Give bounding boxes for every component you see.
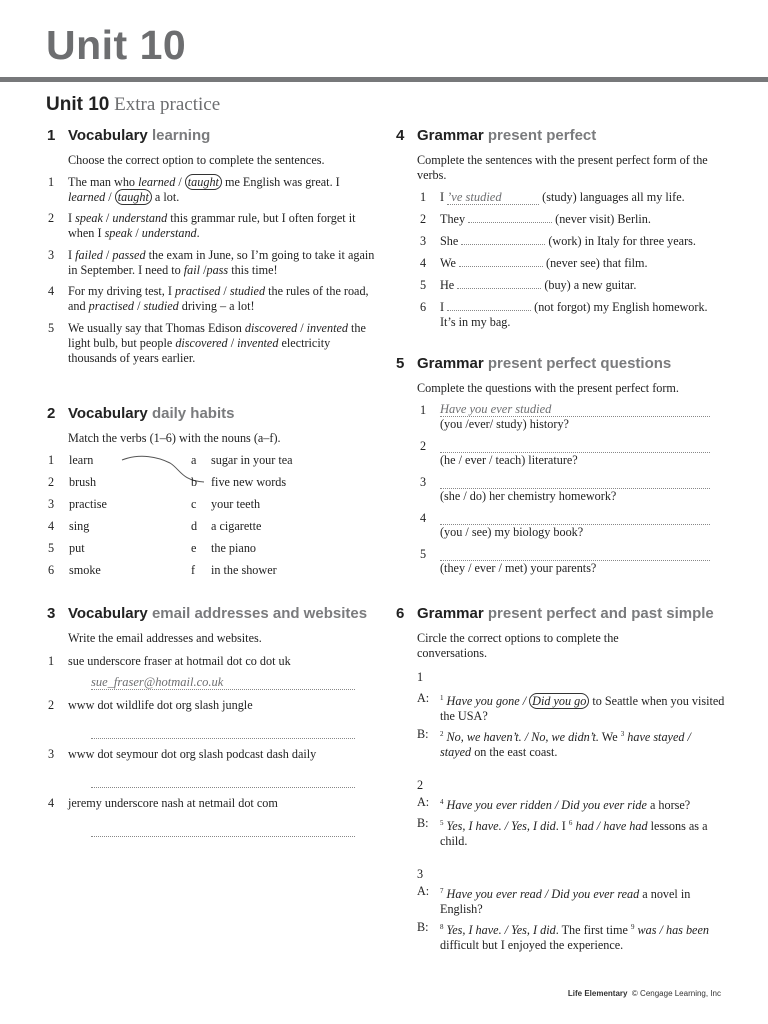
list-item: 5 We usually say that Thomas Edison discovered / invented the light bulb, but people discovered / invented electricity thousands of years earlier.	[48, 321, 366, 365]
conversation-2	[417, 778, 727, 849]
conversation-3	[417, 867, 727, 953]
speaker: A:	[417, 691, 430, 705]
conversation-1	[417, 670, 727, 760]
dialogue-line: B: $^5$ Yes, I have. / Yes, I did. I $^6$ had / have had lessons as a child.	[417, 816, 708, 849]
exercise-2-heading	[47, 405, 378, 422]
answer-blank	[461, 244, 545, 245]
item-number: 5	[48, 321, 55, 335]
answer-line	[440, 547, 710, 561]
exercise-topic: email addresses and websites	[151, 605, 368, 622]
list-item: 2 www dot wildlife dot org slash jungle	[68, 698, 378, 739]
answer-line	[440, 475, 710, 489]
list-item: 1 sue underscore fraser at hotmail dot co dot uk sue_fraser@hotmail.co.uk	[68, 654, 378, 690]
list-item: 3 (she / do) her chemistry homework?	[440, 475, 710, 504]
list-item: 4 (you / see) my biology book?	[440, 511, 710, 540]
list-item: 3 www dot seymour dot org slash podcast dash daily	[68, 747, 378, 788]
speaker: B:	[417, 816, 429, 831]
list-item: 1 I ’ve studied (study) languages all my life.	[420, 190, 685, 204]
exercise-6-heading	[396, 605, 727, 622]
answer-line	[91, 774, 355, 788]
conversation-number: 3	[417, 867, 424, 882]
speaker: B:	[417, 727, 429, 742]
match-row: 6 smoke f in the shower	[48, 563, 277, 577]
answer-line	[91, 823, 355, 837]
exercise-3-instruction: Write the email addresses and websites.	[68, 631, 262, 645]
page-title	[46, 94, 220, 116]
exercise-1-heading	[47, 127, 378, 144]
exercise-5	[396, 355, 727, 576]
item-number: 1	[48, 175, 55, 189]
speaker: A:	[417, 795, 430, 810]
dialogue-line: A: $^1$ Have you gone / Did you go to Seattle when you visited the USA?	[417, 691, 725, 724]
exercise-number: 4	[396, 127, 405, 144]
exercise-2-instruction: Match the verbs (1–6) with the nouns (a–f).	[68, 431, 281, 445]
exercise-topic: present perfect	[487, 127, 597, 144]
footer-book: Life Elementary	[567, 989, 628, 998]
exercise-4	[396, 127, 727, 330]
answer-blank	[457, 288, 541, 289]
exercise-5-instruction: Complete the questions with the present perfect form.	[417, 381, 679, 395]
list-item: 6 I (not forgot) my English homework. It’s in my bag.	[420, 300, 708, 329]
dialogue-line: A: $^4$ Have you ever ridden / Did you ever ride a horse?	[417, 795, 691, 813]
match-row: 4 sing d a cigarette	[48, 519, 262, 533]
list-item: 4 We (never see) that film.	[420, 256, 648, 270]
answer-line	[440, 511, 710, 525]
exercise-number: 2	[47, 405, 56, 422]
dialogue-line: A: $^7$ Have you ever read / Did you ever read a novel in English?	[417, 884, 691, 917]
list-item: 4 For my driving test, I practised / studied the rules of the road, and practised / studied driving – a lot!	[48, 284, 369, 313]
conversation-number: 1	[417, 670, 424, 684]
exercise-kind: Vocabulary	[68, 127, 148, 144]
match-table	[48, 453, 378, 585]
exercise-topic: daily habits	[151, 405, 235, 422]
exercise-5-heading	[396, 355, 727, 372]
circled-answer: taught	[115, 189, 152, 205]
conversation-number: 2	[417, 778, 424, 793]
exercise-4-heading	[396, 127, 727, 144]
match-row: 1 learn a sugar in your tea	[48, 453, 293, 467]
exercise-number: 3	[47, 605, 56, 622]
dialogue-line: B: $^8$ Yes, I have. / Yes, I did. The first time $^9$ was / has been difficult but I enjoyed the experience.	[417, 920, 709, 953]
exercise-number: 1	[47, 127, 56, 144]
exercise-kind: Grammar	[417, 127, 484, 144]
exercise-6	[396, 605, 727, 953]
list-item: 1 Have you ever studied (you /ever/ study) history?	[440, 403, 710, 432]
exercise-kind: Vocabulary	[68, 605, 148, 622]
list-item: 1 The man who learned / taught me English was great. I learned / taught a lot.	[48, 175, 340, 204]
exercise-2	[47, 405, 378, 585]
speaker: A:	[417, 884, 430, 899]
circled-answer: Did you go	[529, 693, 589, 709]
item-number: 2	[48, 211, 55, 225]
footer-copyright: © Cengage Learning, Inc	[631, 989, 721, 998]
exercise-kind: Grammar	[417, 355, 484, 372]
exercise-4-instruction: Complete the sentences with the present perfect form of the verbs.	[417, 153, 708, 182]
answer-blank	[447, 310, 531, 311]
answer-line	[440, 439, 710, 453]
answer-line: Have you ever studied	[440, 403, 710, 417]
answer-blank: ’ve studied	[447, 191, 539, 205]
list-item: 5 He (buy) a new guitar.	[420, 278, 637, 292]
list-item: 5 (they / ever / met) your parents?	[440, 547, 710, 576]
list-item: 2 (he / ever / teach) literature?	[440, 439, 710, 468]
answer-blank	[468, 222, 552, 223]
match-row: 5 put e the piano	[48, 541, 257, 555]
page-title-subtitle: Extra practice	[114, 94, 221, 115]
answer-blank	[459, 266, 543, 267]
item-number: 4	[48, 284, 55, 298]
exercise-1-instruction: Choose the correct option to complete the sentences.	[68, 153, 325, 167]
exercise-3	[47, 605, 378, 837]
exercise-topic: present perfect and past simple	[487, 605, 714, 622]
header-rule	[0, 77, 768, 82]
exercise-topic: learning	[151, 127, 211, 144]
dialogue-line: B: $^2$ No, we haven’t. / No, we didn’t. We $^3$ have stayed / stayed on the east coast.	[417, 727, 691, 760]
list-item: 3 She (work) in Italy for three years.	[420, 234, 696, 248]
unit-header: Unit 10	[46, 22, 187, 68]
list-item: 3 I failed / passed the exam in June, so I’m going to take it again in September. I need to fail /pass this time!	[48, 248, 375, 277]
footer	[568, 989, 721, 998]
exercise-number: 6	[396, 605, 405, 622]
exercise-kind: Vocabulary	[68, 405, 148, 422]
match-row: 3 practise c your teeth	[48, 497, 261, 511]
exercise-3-heading	[47, 605, 378, 622]
match-row: 2 brush b five new words	[48, 475, 287, 489]
exercise-kind: Grammar	[417, 605, 484, 622]
exercise-topic: present perfect questions	[487, 355, 672, 372]
answer-line: sue_fraser@hotmail.co.uk	[91, 676, 355, 690]
exercise-1	[47, 127, 378, 366]
circled-answer: taught	[185, 174, 222, 190]
speaker: B:	[417, 920, 429, 935]
answer-line	[91, 725, 355, 739]
list-item: 4 jeremy underscore nash at netmail dot com	[68, 796, 378, 837]
exercise-number: 5	[396, 355, 405, 372]
page-title-unit: Unit 10	[46, 94, 110, 115]
list-item: 2 I speak / understand this grammar rule, but I often forget it when I speak / understand.	[48, 211, 356, 240]
list-item: 2 They (never visit) Berlin.	[420, 212, 651, 226]
exercise-6-instruction: Circle the correct options to complete the conversations.	[417, 631, 619, 660]
item-number: 3	[48, 248, 55, 262]
